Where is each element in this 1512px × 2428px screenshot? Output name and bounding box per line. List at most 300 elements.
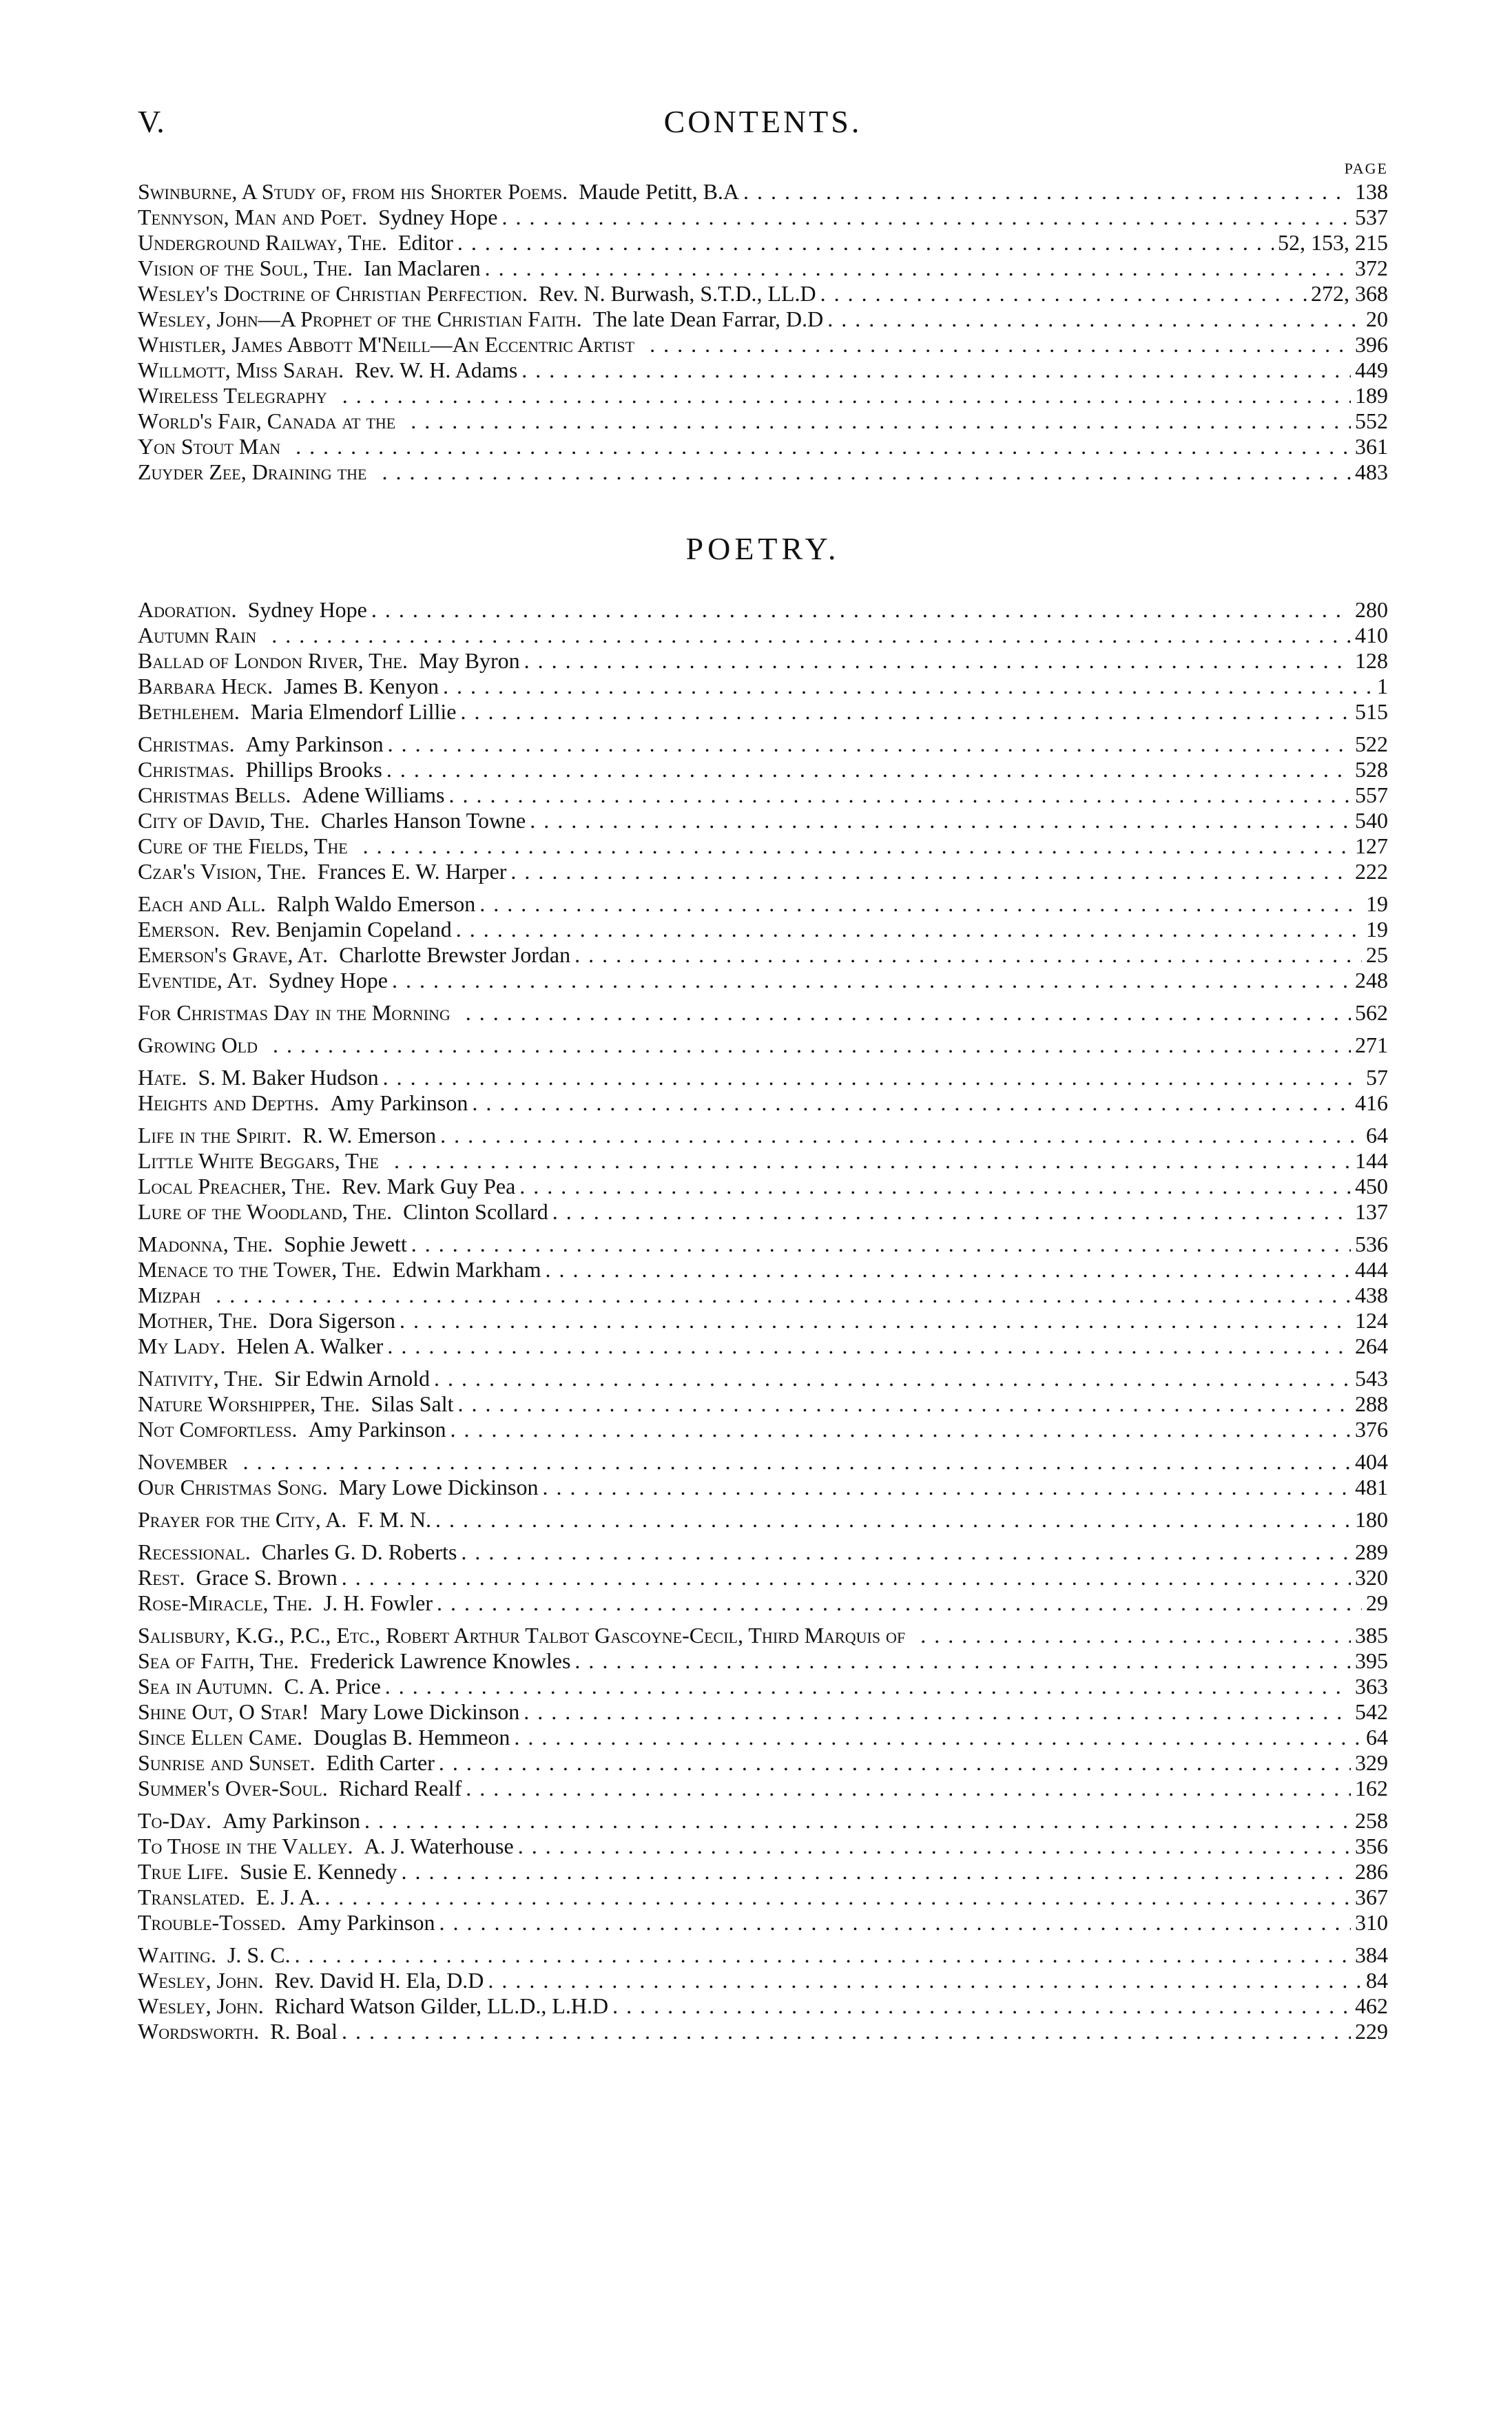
toc-entry [138, 230, 1388, 256]
entry-title: Local Preacher, The. [138, 1174, 331, 1199]
entry-author: Silas Salt [371, 1391, 454, 1416]
toc-entry [138, 731, 1388, 757]
entry-page-number: 483 [1355, 459, 1388, 484]
dot-leader [457, 230, 1274, 256]
dot-leader [371, 597, 1351, 623]
toc-entry [138, 1257, 1388, 1283]
toc-entry [138, 833, 1388, 859]
entry-page-number: 57 [1366, 1065, 1388, 1090]
entry-author: Phillips Brooks [245, 757, 382, 782]
dot-leader [650, 332, 1351, 357]
entry-author: Dora Sigerson [269, 1308, 396, 1333]
dot-leader [612, 1993, 1351, 2019]
entry-page-number: 542 [1355, 1699, 1388, 1724]
entry-title: November [138, 1449, 228, 1474]
toc-entry [138, 357, 1388, 383]
entry-title: Zuyder Zee, Draining the [138, 459, 367, 484]
toc-entry [138, 1885, 1388, 1910]
entry-page-number: 395 [1355, 1648, 1388, 1673]
entry-title: Since Ellen Came. [138, 1725, 303, 1750]
entry-page-number: 229 [1355, 2019, 1388, 2044]
entry-title: Heights and Depths. [138, 1090, 320, 1115]
entry-page-number: 536 [1355, 1232, 1388, 1256]
dot-leader [392, 968, 1351, 993]
entry-page-number: 52, 153, 215 [1278, 230, 1388, 255]
dot-leader [364, 1808, 1351, 1834]
toc-entry [138, 1232, 1388, 1257]
entry-page-number: 515 [1355, 699, 1388, 724]
entry-author: Ian Maclaren [363, 256, 481, 280]
entry-author: Amy Parkinson [308, 1417, 446, 1442]
toc-entry [138, 1148, 1388, 1174]
dot-leader [387, 1334, 1351, 1359]
entry-title: Trouble-Tossed. [138, 1910, 287, 1935]
toc-entry [138, 1910, 1388, 1936]
entry-page-number: 396 [1355, 332, 1388, 357]
toc-entry [138, 1648, 1388, 1674]
entry-title: World's Fair, Canada at the [138, 408, 396, 433]
dot-leader [443, 674, 1373, 699]
dot-leader [324, 1885, 1351, 1910]
dot-leader [243, 1449, 1351, 1475]
entry-page-number: 356 [1355, 1834, 1388, 1858]
dot-leader [514, 1725, 1362, 1750]
entry-author: Maria Elmendorf Lillie [250, 699, 457, 724]
toc-entry [138, 942, 1388, 968]
entry-title: To-Day. [138, 1808, 211, 1833]
entry-page-number: 540 [1355, 808, 1388, 833]
entry-title: Madonna, The. [138, 1232, 273, 1256]
entry-title: Each and All. [138, 891, 266, 916]
entry-page-number: 19 [1366, 891, 1388, 916]
toc-entry [138, 1859, 1388, 1885]
entry-author: C. A. Price [284, 1674, 381, 1699]
entry-page-number: 557 [1355, 782, 1388, 807]
entry-page-number: 481 [1355, 1475, 1388, 1500]
toc-entry [138, 1699, 1388, 1725]
entry-title: Yon Stout Man [138, 434, 281, 459]
entry-title: Nature Worshipper, The. [138, 1391, 360, 1416]
entry-title: Shine Out, O Star! [138, 1699, 309, 1724]
entry-title: Hate. [138, 1065, 187, 1090]
dot-leader [402, 1859, 1352, 1885]
toc-entry [138, 1565, 1388, 1590]
dot-leader [439, 1910, 1351, 1936]
toc-entry [138, 1725, 1388, 1750]
entry-author: Edith Carter [326, 1750, 435, 1775]
entry-title: Tennyson, Man and Poet. [138, 205, 368, 229]
entry-page-number: 64 [1366, 1725, 1388, 1750]
entry-author: The late Dean Farrar, D.D [592, 307, 824, 331]
entry-page-number: 385 [1355, 1623, 1388, 1648]
contents-page [138, 103, 1388, 2044]
dot-leader [342, 2019, 1351, 2044]
toc-entry [138, 1776, 1388, 1801]
entry-title: Mother, The. [138, 1308, 258, 1333]
dot-leader [519, 1174, 1351, 1199]
dot-leader [342, 383, 1351, 408]
entry-title: Life in the Spirit. [138, 1123, 292, 1148]
entry-page-number: 138 [1355, 179, 1388, 204]
entry-page-number: 20 [1366, 307, 1388, 331]
entry-page-number: 29 [1366, 1590, 1388, 1615]
entry-page-number: 376 [1355, 1417, 1388, 1442]
entry-author: Sydney Hope [378, 205, 498, 229]
entry-author: Edwin Markham [392, 1257, 541, 1282]
entry-title: Little White Beggars, The [138, 1148, 379, 1173]
entry-title: Not Comfortless. [138, 1417, 298, 1442]
entry-title: Menace to the Tower, The. [138, 1257, 382, 1282]
entry-author: Sir Edwin Arnold [274, 1366, 430, 1391]
entry-title: Christmas. [138, 731, 235, 756]
dot-leader [574, 942, 1362, 968]
dot-leader [296, 434, 1351, 459]
dot-leader [488, 1968, 1362, 1993]
dot-leader [363, 833, 1351, 859]
toc-entry [138, 281, 1388, 307]
entry-author: J. H. Fowler [323, 1590, 433, 1615]
dot-leader [216, 1283, 1351, 1308]
toc-entry [138, 1590, 1388, 1616]
dot-leader [385, 1674, 1351, 1699]
entry-author: Amy Parkinson [245, 731, 384, 756]
toc-entry [138, 859, 1388, 884]
entry-page-number: 522 [1355, 731, 1388, 756]
dot-leader [434, 1366, 1351, 1391]
dot-leader [448, 782, 1351, 808]
entry-author: Amy Parkinson [330, 1090, 468, 1115]
poetry-contents-list [138, 597, 1388, 2044]
toc-entry [138, 459, 1388, 485]
poetry-section-title: POETRY. [685, 531, 840, 566]
toc-entry [138, 917, 1388, 942]
entry-page-number: 450 [1355, 1174, 1388, 1199]
dot-leader [545, 1257, 1351, 1283]
entry-title: Waiting. [138, 1942, 216, 1967]
dot-leader [552, 1199, 1351, 1225]
dot-leader [524, 648, 1351, 674]
toc-entry [138, 1391, 1388, 1417]
toc-entry [138, 782, 1388, 808]
entry-author: Rev. Mark Guy Pea [342, 1174, 516, 1199]
dot-leader [472, 1090, 1351, 1116]
entry-title: Prayer for the City, A. [138, 1507, 347, 1532]
entry-page-number: 528 [1355, 757, 1388, 782]
dot-leader [458, 1391, 1351, 1417]
toc-entry [138, 1065, 1388, 1090]
entry-author: A. J. Waterhouse [364, 1834, 514, 1858]
entry-title: Sunrise and Sunset. [138, 1750, 315, 1775]
entry-title: Whistler, James Abbott M'Neill—An Eccentric Artist [138, 332, 635, 357]
entry-author: Sydney Hope [268, 968, 388, 993]
dot-leader [388, 731, 1351, 757]
entry-page-number: 189 [1355, 383, 1388, 408]
toc-entry [138, 256, 1388, 281]
entry-page-number: 444 [1355, 1257, 1388, 1282]
entry-page-number: 537 [1355, 205, 1388, 229]
dot-leader [342, 1565, 1351, 1590]
page-title: CONTENTS. [663, 104, 862, 139]
entry-page-number: 363 [1355, 1674, 1388, 1699]
entry-page-number: 410 [1355, 623, 1388, 647]
entry-author: Charles G. D. Roberts [261, 1539, 457, 1564]
entry-author: Charles Hanson Towne [320, 808, 526, 833]
entry-title: Our Christmas Song. [138, 1475, 328, 1500]
entry-author: Adene Williams [302, 782, 445, 807]
dot-leader [479, 891, 1362, 917]
toc-entry [138, 699, 1388, 725]
entry-page-number: 84 [1366, 1968, 1388, 1993]
toc-entry [138, 179, 1388, 205]
entry-page-number: 144 [1355, 1148, 1388, 1173]
toc-entry [138, 307, 1388, 332]
entry-page-number: 320 [1355, 1565, 1388, 1590]
entry-title: Wesley, John. [138, 1993, 264, 2018]
dot-leader [411, 1232, 1351, 1257]
dot-leader [451, 1417, 1352, 1442]
entry-author: Editor [397, 230, 453, 255]
entry-title: Autumn Rain [138, 623, 257, 647]
dot-leader [411, 408, 1351, 434]
toc-entry [138, 891, 1388, 917]
entry-title: Ballad of London River, The. [138, 648, 408, 673]
entry-title: Sea of Faith, The. [138, 1648, 299, 1673]
entry-author: Clinton Scollard [403, 1199, 548, 1224]
entry-title: Willmott, Miss Sarah. [138, 357, 344, 382]
entry-author: Douglas B. Hemmeon [313, 1725, 510, 1750]
dot-leader [542, 1475, 1351, 1500]
entry-title: Sea in Autumn. [138, 1674, 273, 1699]
dot-leader [435, 1507, 1351, 1533]
dot-leader [466, 1776, 1351, 1801]
toc-entry [138, 1033, 1388, 1058]
entry-author: James B. Kenyon [284, 674, 439, 698]
entry-title: Christmas. [138, 757, 235, 782]
entry-author: J. S. C. [227, 1942, 291, 1967]
toc-entry [138, 1674, 1388, 1699]
entry-page-number: 180 [1355, 1507, 1388, 1532]
dot-leader [383, 1065, 1362, 1090]
entry-title: Recessional. [138, 1539, 251, 1564]
entry-author: Frederick Lawrence Knowles [309, 1648, 571, 1673]
entry-title: Growing Old [138, 1033, 258, 1057]
entry-author: Mary Lowe Dickinson [338, 1475, 539, 1500]
dot-leader [295, 1942, 1351, 1968]
toc-entry [138, 1334, 1388, 1359]
entry-author: Ralph Waldo Emerson [276, 891, 476, 916]
dot-leader [501, 205, 1351, 230]
entry-title: Wesley's Doctrine of Christian Perfection. [138, 281, 528, 306]
toc-entry [138, 648, 1388, 674]
dot-leader [530, 808, 1351, 833]
toc-entry [138, 205, 1388, 230]
toc-entry [138, 332, 1388, 357]
toc-entry [138, 1507, 1388, 1533]
entry-page-number: 329 [1355, 1750, 1388, 1775]
dot-leader [394, 1148, 1351, 1174]
entry-title: Vision of the Soul, The. [138, 256, 353, 280]
toc-entry [138, 1308, 1388, 1334]
entry-page-number: 127 [1355, 833, 1388, 858]
dot-leader [820, 281, 1307, 307]
toc-entry [138, 1539, 1388, 1565]
entry-page-number: 162 [1355, 1776, 1388, 1801]
dot-leader [400, 1308, 1351, 1334]
entry-title: Rose-Miracle, The. [138, 1590, 313, 1615]
dot-leader [574, 1648, 1351, 1674]
dot-leader [521, 357, 1351, 383]
entry-page-number: 288 [1355, 1391, 1388, 1416]
entry-title: Salisbury, K.G., P.C., Etc., Robert Arthur Talbot Gascoyne-Cecil, Third Marquis of [138, 1623, 906, 1648]
dot-leader [524, 1699, 1351, 1725]
entry-page-number: 438 [1355, 1283, 1388, 1307]
toc-entry [138, 1199, 1388, 1225]
toc-entry [138, 623, 1388, 648]
toc-entry [138, 968, 1388, 993]
dot-leader [273, 1033, 1351, 1058]
entry-page-number: 248 [1355, 968, 1388, 993]
dot-leader [827, 307, 1362, 332]
entry-author: Rev. David H. Ela, D.D [274, 1968, 484, 1993]
dot-leader [461, 1539, 1351, 1565]
entry-page-number: 128 [1355, 648, 1388, 673]
entry-page-number: 289 [1355, 1539, 1388, 1564]
prose-contents-list [138, 179, 1388, 485]
entry-page-number: 222 [1355, 859, 1388, 884]
entry-title: For Christmas Day in the Morning [138, 1000, 451, 1025]
dot-leader [386, 757, 1351, 782]
dot-leader [485, 256, 1351, 281]
entry-title: True Life. [138, 1859, 229, 1884]
toc-entry [138, 674, 1388, 699]
toc-entry [138, 1366, 1388, 1391]
entry-page-number: 19 [1366, 917, 1388, 942]
entry-page-number: 372 [1355, 256, 1388, 280]
entry-page-number: 25 [1366, 942, 1388, 967]
entry-title: Translated. [138, 1885, 245, 1909]
entry-author: Rev. N. Burwash, S.T.D., LL.D [539, 281, 816, 306]
entry-author: Amy Parkinson [297, 1910, 435, 1935]
entry-title: Emerson's Grave, At. [138, 942, 329, 967]
entry-title: Bethlehem. [138, 699, 240, 724]
entry-page-number: 543 [1355, 1366, 1388, 1391]
entry-title: Rest. [138, 1565, 185, 1590]
toc-entry [138, 1123, 1388, 1148]
toc-entry [138, 1808, 1388, 1834]
entry-page-number: 280 [1355, 597, 1388, 622]
entry-page-number: 310 [1355, 1910, 1388, 1935]
entry-author: Helen A. Walker [236, 1334, 384, 1358]
toc-entry [138, 1000, 1388, 1026]
toc-entry [138, 757, 1388, 782]
dot-leader [518, 1834, 1351, 1859]
entry-page-number: 404 [1355, 1449, 1388, 1474]
entry-title: Czar's Vision, The. [138, 859, 307, 884]
entry-title: Swinburne, A Study of, from his Shorter Poems. [138, 179, 568, 204]
entry-author: Maude Petitt, B.A [579, 179, 740, 204]
dot-leader [456, 917, 1362, 942]
dot-leader [510, 859, 1351, 884]
entry-page-number: 64 [1366, 1123, 1388, 1148]
toc-entry [138, 1417, 1388, 1442]
entry-author: R. W. Emerson [302, 1123, 437, 1148]
volume-number: V. [138, 104, 165, 139]
entry-page-number: 552 [1355, 408, 1388, 433]
entry-title: Eventide, At. [138, 968, 258, 993]
dot-leader [437, 1590, 1362, 1616]
entry-title: Adoration. [138, 597, 237, 622]
toc-entry [138, 1993, 1388, 2019]
entry-title: Underground Railway, The. [138, 230, 387, 255]
toc-entry [138, 1942, 1388, 1968]
toc-entry [138, 434, 1388, 459]
dot-leader [920, 1623, 1351, 1648]
toc-entry [138, 408, 1388, 434]
entry-title: My Lady. [138, 1334, 226, 1358]
entry-author: Rev. Benjamin Copeland [231, 917, 452, 942]
entry-title: Mizpah [138, 1283, 201, 1307]
entry-author: May Byron [418, 648, 520, 673]
toc-entry [138, 383, 1388, 408]
entry-author: Richard Watson Gilder, LL.D., L.H.D [274, 1993, 609, 2018]
entry-title: Summer's Over-Soul. [138, 1776, 328, 1801]
entry-page-number: 449 [1355, 357, 1388, 382]
entry-author: Charlotte Brewster Jordan [339, 942, 571, 967]
entry-title: Cure of the Fields, The [138, 833, 348, 858]
entry-author: Sydney Hope [247, 597, 367, 622]
entry-page-number: 361 [1355, 434, 1388, 459]
entry-author: Amy Parkinson [222, 1808, 360, 1833]
entry-title: Emerson. [138, 917, 220, 942]
toc-entry [138, 1623, 1388, 1648]
entry-page-number: 272, 368 [1311, 281, 1388, 306]
entry-title: To Those in the Valley. [138, 1834, 353, 1858]
entry-author: Susie E. Kennedy [240, 1859, 397, 1884]
dot-leader [466, 1000, 1351, 1026]
entry-page-number: 258 [1355, 1808, 1388, 1833]
entry-title: City of David, The. [138, 808, 310, 833]
entry-title: Nativity, The. [138, 1366, 264, 1391]
entry-page-number: 416 [1355, 1090, 1388, 1115]
dot-leader [743, 179, 1351, 205]
toc-entry [138, 1090, 1388, 1116]
entry-page-number: 271 [1355, 1033, 1388, 1057]
toc-entry [138, 1449, 1388, 1475]
entry-page-number: 384 [1355, 1942, 1388, 1967]
entry-author: Grace S. Brown [196, 1565, 338, 1590]
entry-title: Christmas Bells. [138, 782, 291, 807]
page-header [138, 103, 1388, 145]
entry-author: Mary Lowe Dickinson [320, 1699, 520, 1724]
entry-page-number: 264 [1355, 1334, 1388, 1358]
toc-entry [138, 2019, 1388, 2044]
toc-entry [138, 1968, 1388, 1993]
entry-page-number: 137 [1355, 1199, 1388, 1224]
dot-leader [382, 459, 1352, 485]
dot-leader [439, 1750, 1351, 1776]
entry-page-number: 462 [1355, 1993, 1388, 2018]
dot-leader [271, 623, 1351, 648]
entry-author: Frances E. W. Harper [317, 859, 507, 884]
entry-author: S. M. Baker Hudson [198, 1065, 379, 1090]
entry-title: Wesley, John—A Prophet of the Christian Faith. [138, 307, 582, 331]
entry-author: Sophie Jewett [284, 1232, 407, 1256]
entry-author: Richard Realf [338, 1776, 462, 1801]
toc-entry [138, 1475, 1388, 1500]
toc-entry [138, 597, 1388, 623]
entry-title: Lure of the Woodland, The. [138, 1199, 393, 1224]
page-column-label: PAGE [1344, 160, 1388, 177]
